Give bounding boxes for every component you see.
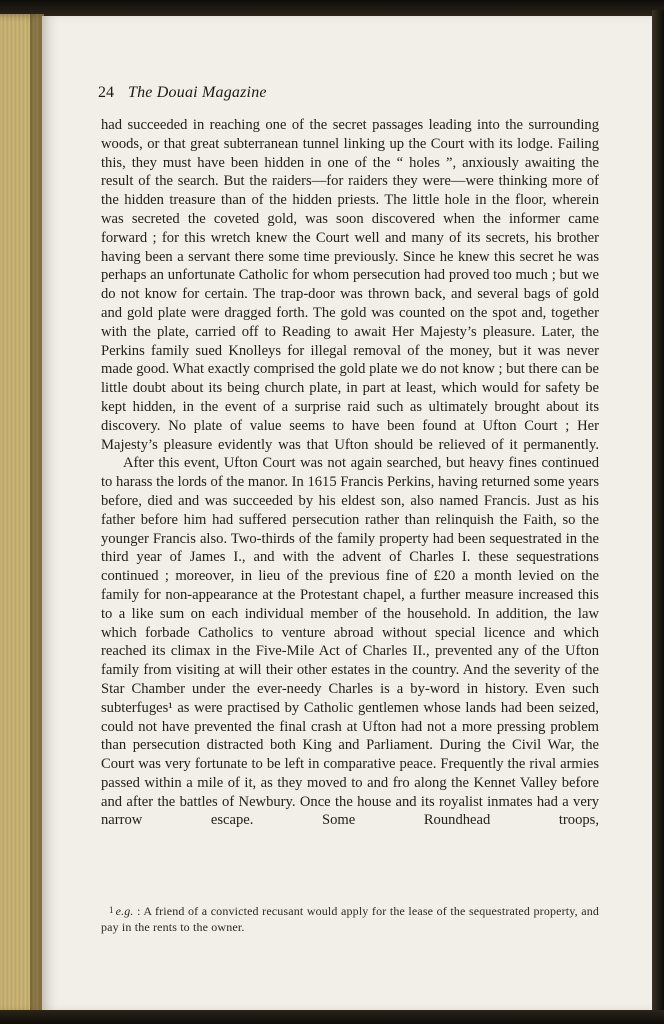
running-title: The Douai Magazine	[128, 84, 267, 101]
footnote-text: : A friend of a convicted recusant would apply for the lease of the sequestrated property, and pay in the rents to the owner.	[101, 904, 599, 934]
page-number: 24	[98, 84, 114, 101]
paragraph-2: After this event, Ufton Court was not again searched, but heavy fines continued to harass the lords of the manor. In 1615 Francis Perkins, having returned some years before, died and was succeeded by his eldest son, also named Francis. Just as his father before him had suffered persecution rather than relinquish the Faith, so the younger Francis also. Two-thirds of the family property had been sequestrated in the third year of James I., and with the advent of Charles I. these sequestrations continued ; moreover, in lieu of the previous fine of £20 a month levied on the family for non-appearance at the Protestant chapel, a further measure increased this to a like sum on each individual member of the household. In addition, the law which forbade Catholics to venture abroad without special licence and which reached its climax in the Five-Mile Act of Charles II., prevented any of the Ufton family from visiting at will their other estates in the country. And the severity of the Star Chamber under the ever-needy Charles is a by-word in history. Even such subterfuges¹ as were practised by Catholic gentlemen whose lands had been seized, could not have prevented the final crash at Ufton had not a more pressing problem than persecution distracted both King and Parliament. During the Civil War, the Court was very fortunate to be left in comparative peace. Frequently the rival armies passed within a mile of it, as they moved to and fro along the Kennet Valley before and after the battles of Newbury. Once the house and its royalist inmates had a very narrow escape. Some Roundhead troops,	[101, 455, 599, 829]
footnote	[101, 904, 599, 935]
bottom-shadow-edge	[0, 1010, 664, 1024]
running-header	[98, 84, 267, 102]
right-shadow-edge	[652, 10, 664, 1014]
top-shadow-edge	[0, 0, 664, 16]
body-text	[101, 116, 599, 830]
paragraph-1: had succeeded in reaching one of the secret passages leading into the surrounding woods, or that great subterranean tunnel linking up the Court with its lodge. Failing this, they must have been hidden in one of the “ holes ”, anxiously awaiting the result of the search. But the raiders—for raiders they were—were thinking more of the hidden treasure than of the hidden priests. The little hole in the floor, wherein was secreted the coveted gold, was soon discovered when the informer came forward ; for this wretch knew the Court well and many of its secrets, his brother having been a servant there some time previously. Since he knew this secret he was perhaps an unfortunate Catholic for whom persecution had proved too much ; but we do not know for certain. The trap-door was thrown back, and several bags of gold and gold plate were dragged forth. The gold was counted on the spot and, together with the plate, carried off to Reading to await Her Majesty’s pleasure. Later, the Perkins family sued Knolleys for illegal removal of the money, but it was never made good. What exactly comprised the gold plate we do not know ; but there can be little doubt about its being church plate, in part at least, which would for safety be kept hidden, in the event of a surprise raid such as ultimately brought about its discovery. No plate of value seems to have been found at Ufton Court ; Her Majesty’s pleasure evidently was that Ufton should be relieved of it permanently.	[101, 117, 599, 453]
footnote-marker: 1	[109, 905, 114, 915]
footnote-lead: e.g.	[115, 904, 134, 918]
